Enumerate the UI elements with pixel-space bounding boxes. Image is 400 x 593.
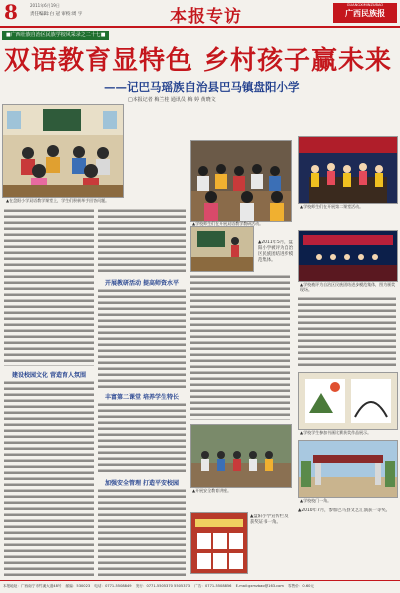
footer-address: 本报地址：广西南宁市竹溪大道48号 xyxy=(3,584,62,588)
article-text-col1 xyxy=(4,208,94,366)
section-head-activities: 丰富第二课堂 培养学生特长 xyxy=(104,394,180,401)
section-title: 本报专访 xyxy=(170,7,242,27)
headline: 双语教育显特色 乡村孩子赢未来 xyxy=(4,46,393,76)
article-text-col2c xyxy=(98,402,186,474)
section-head-safety: 加强安全管理 打造平安校园 xyxy=(104,480,180,487)
logo-chinese: 广西民族报 xyxy=(345,9,385,18)
byline: □本报记者 梅兰桂 通讯员 梅 婷 黄晓文 xyxy=(128,97,216,103)
side-note-performance: ▲2010年7月，参加巴马县文艺汇演获一等奖。 xyxy=(298,508,390,513)
subheadline: ——记巴马瑶族自治县巴马镇盘阳小学 xyxy=(104,80,300,94)
caption-safety-talk: ▲开展安全教育讲座。 xyxy=(192,488,232,493)
caption-classroom: ▲在盘阳小学双语教学课堂上，学生们积极举手回答问题。 xyxy=(6,198,110,203)
issue-date: 2011年6月19日 xyxy=(30,3,60,8)
page-header xyxy=(0,0,400,28)
section-head-teaching: 开展教研活动 提高师资水平 xyxy=(104,280,180,287)
photo-school-gate xyxy=(298,440,398,498)
photo-teaching xyxy=(190,226,254,272)
newspaper-logo xyxy=(333,3,397,23)
page-footer xyxy=(0,580,400,593)
article-text-col2 xyxy=(98,208,186,274)
series-tag: ■广西壮族自治区民族学校风采录之二十七■ xyxy=(2,31,109,40)
editor-credit: 责任编辑:白 冠 审校:周 宇 xyxy=(30,12,83,17)
footer-phone: 电话：0771-5508849 xyxy=(94,584,132,588)
article-text-col1b xyxy=(4,380,94,576)
article-text-col2b xyxy=(98,288,186,388)
caption-award-stage: ▲学校被评为自治区民族团结进步模范集体，图为颁奖现场。 xyxy=(300,282,396,292)
footer-email: E-mail:gxmzbao@163.com xyxy=(235,584,284,588)
article-text-col3 xyxy=(190,274,290,420)
footer-distribution: 发行：0771-5505370 5505373 xyxy=(135,584,191,588)
article-text-col4 xyxy=(298,296,396,368)
page-number: 8 xyxy=(4,0,18,24)
photo-artwork xyxy=(298,372,398,430)
caption-performance: ▲学校师生们在开展第二课堂活动。 xyxy=(300,204,364,209)
caption-school-gate: ▲学校校门一角。 xyxy=(300,498,332,503)
photo-performance xyxy=(298,136,398,204)
footer-postcode: 邮编：530023 xyxy=(65,584,91,588)
photo-award-stage xyxy=(298,230,398,282)
caption-students-group: ▲学校师生们在开展双语教学教研活动。 xyxy=(192,221,264,226)
caption-artwork: ▲学校学生参加书画比赛获奖作品展示。 xyxy=(300,430,372,435)
footer-ad-phone: 广告：0771-5508856 xyxy=(194,584,232,588)
photo-honor-board xyxy=(190,512,248,574)
photo-classroom xyxy=(2,104,124,198)
footer-price: 零售价：0.60元 xyxy=(288,584,314,588)
logo-english: GUANGXIMINZUBAO xyxy=(346,3,384,7)
side-note-award: ▲2011年5月，盘阳小学被评为自治区民族团结进步模范集体。 xyxy=(258,240,294,263)
photo-safety-talk xyxy=(190,424,292,488)
side-note-display: ▲盘阳小学宣传栏及获奖证书一角。 xyxy=(250,514,289,525)
article-text-col2d xyxy=(98,488,186,576)
section-head-culture: 建设校园文化 营造育人氛围 xyxy=(11,372,87,379)
photo-students-group xyxy=(190,140,292,222)
